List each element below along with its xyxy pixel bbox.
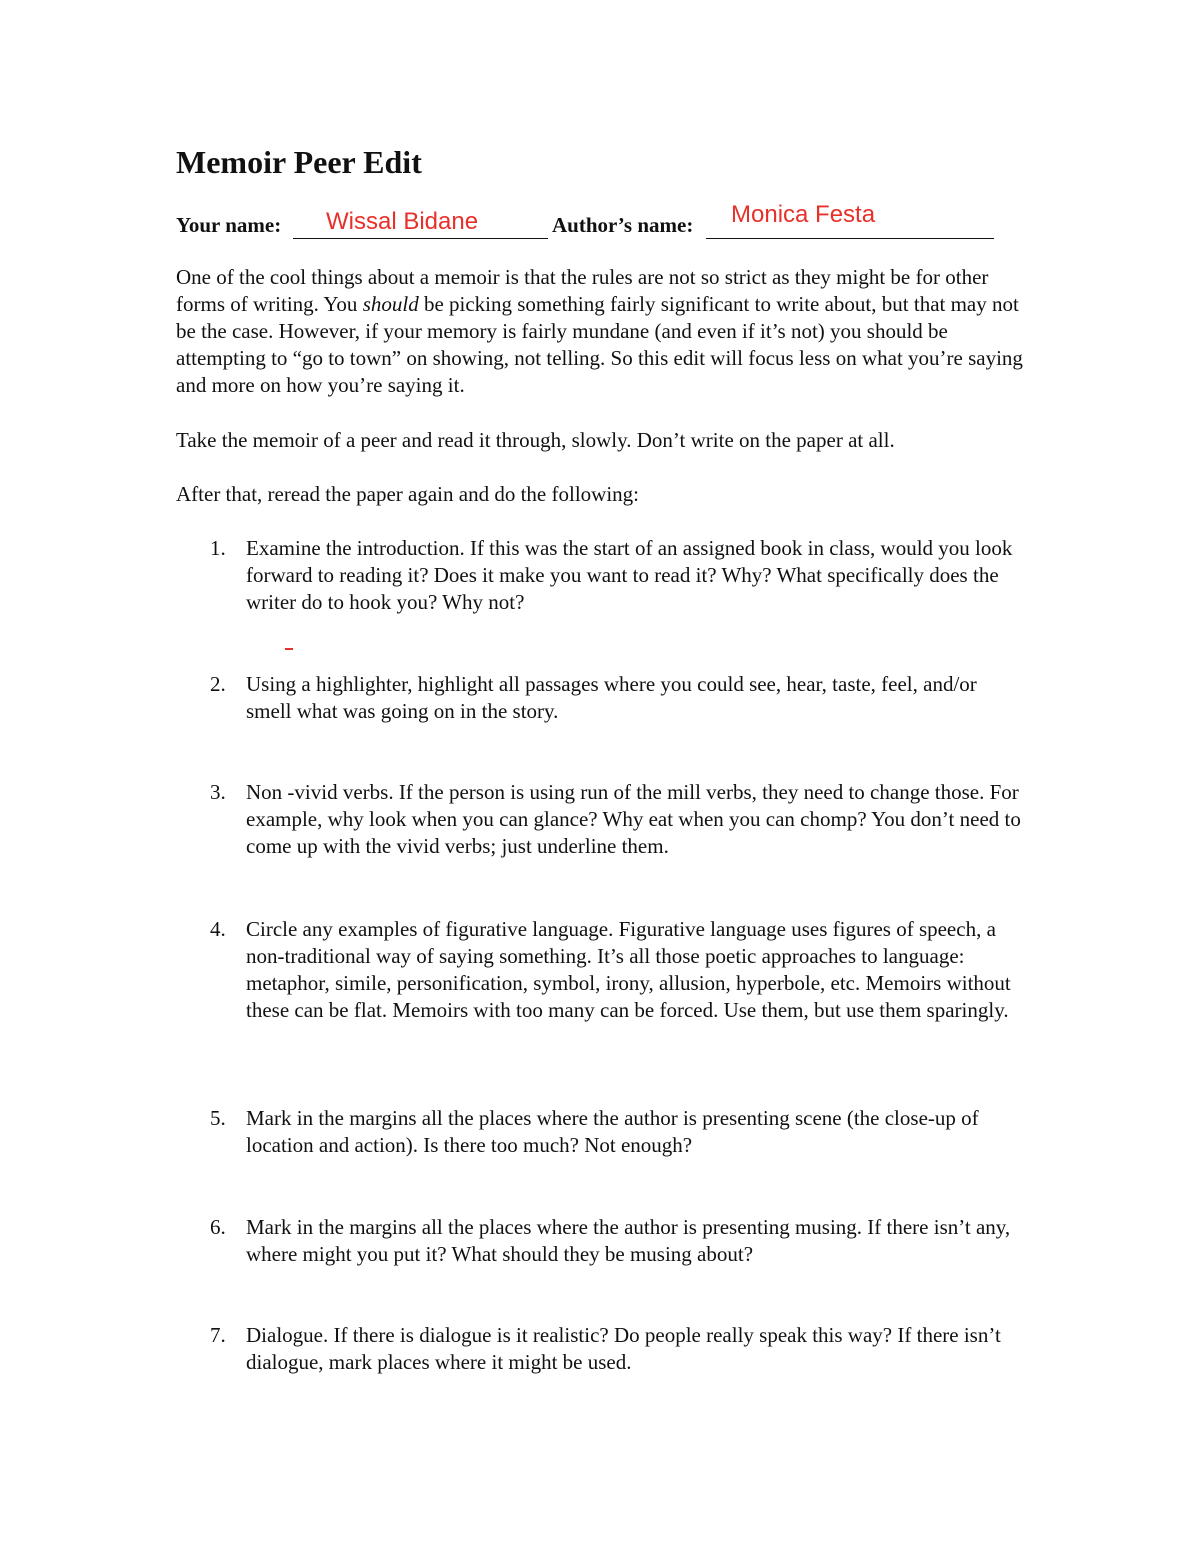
- list-text: Mark in the margins all the places where the author is presenting musing. If there isn’t any, where might you put it? What should they be musing about?: [246, 1215, 1011, 1266]
- author-name-label: Author’s name:: [552, 213, 694, 237]
- list-number: 2.: [210, 672, 226, 696]
- author-name-line: [706, 238, 994, 239]
- instruction-paragraph: Take the memoir of a peer and read it through, slowly. Don’t write on the paper at all.: [176, 428, 895, 452]
- reread-paragraph: After that, reread the paper again and do the following:: [176, 482, 639, 506]
- names-row: [176, 201, 1026, 245]
- handwritten-mark: [285, 648, 293, 650]
- list-number: 1.: [210, 536, 226, 560]
- list-text: Mark in the margins all the places where the author is presenting scene (the close-up of location and action). Is there too much? Not enough?: [246, 1106, 979, 1157]
- intro-text-start: One of the cool things about a memoir is that the rules are not so strict as they might be for other forms of writing. You: [176, 265, 989, 316]
- list-number: 4.: [210, 917, 226, 941]
- your-name-label: Your name:: [176, 213, 282, 237]
- list-number: 6.: [210, 1215, 226, 1239]
- list-number: 7.: [210, 1323, 226, 1347]
- page-title: Memoir Peer Edit: [176, 144, 422, 180]
- list-text: Using a highlighter, highlight all passages where you could see, hear, taste, feel, and/or smell what was going on in the story.: [246, 672, 977, 723]
- list-number: 3.: [210, 780, 226, 804]
- list-text: Dialogue. If there is dialogue is it realistic? Do people really speak this way? If there isn’t dialogue, mark places where it might be used.: [246, 1323, 1001, 1374]
- list-text: Non -vivid verbs. If the person is using run of the mill verbs, they need to change those. For example, why look when you can glance? Why eat when you can chomp? You don’t need to come up with the vivid verbs; just underline them.: [246, 780, 1021, 858]
- intro-emphasis: should: [362, 292, 419, 316]
- your-name-line: [293, 238, 548, 239]
- list-number: 5.: [210, 1106, 226, 1130]
- intro-text-end: be picking something fairly significant to write about, but that may not be the case. However, if your memory is fairly mundane (and even if it’s not) you should be attempting to “go to town” on showing, not telling. So this edit will focus less on what you’re saying and more on how you’re saying it.: [176, 292, 1023, 397]
- author-name-value[interactable]: Monica Festa: [731, 201, 876, 228]
- list-text: Examine the introduction. If this was the start of an assigned book in class, would you look forward to reading it? Does it make you want to read it? Why? What specifically does the writer do to hook you? Why not?: [246, 536, 1013, 614]
- your-name-value[interactable]: Wissal Bidane: [326, 208, 479, 235]
- intro-paragraph: [176, 264, 1036, 399]
- list-text: Circle any examples of figurative language. Figurative language uses figures of speech, a non-traditional way of saying something. It’s all those poetic approaches to language: metaphor, simile, personification, symbol, irony, allusion, hyperbole, etc. Memoirs without these can be flat. Memoirs with too many can be forced. Use them, but use them sparingly.: [246, 917, 1011, 1022]
